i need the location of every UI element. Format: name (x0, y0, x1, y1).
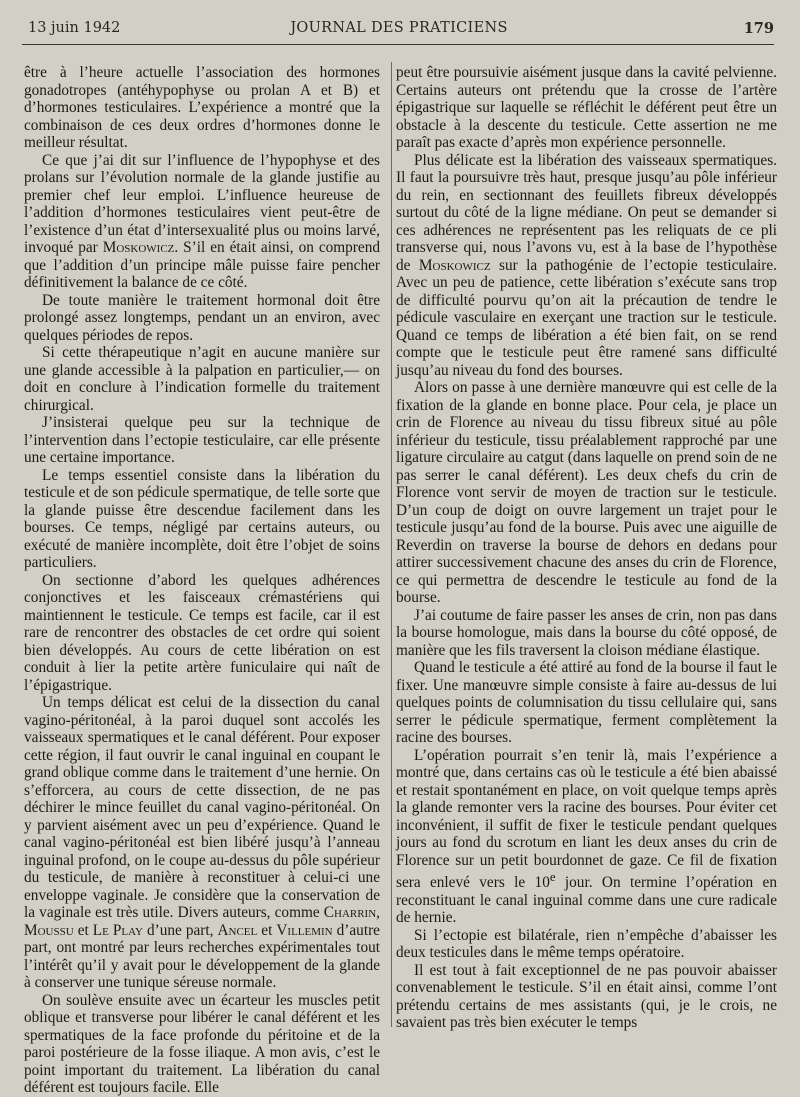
paragraph: Il est tout à fait exceptionnel de ne pas pouvoir abaisser convenablement le testicule. S’il en était ainsi, comme l’ont prétendu certains de mes assistants (qui, je le crois, ne savaient pas très bien exécuter le temps (396, 961, 777, 1032)
paragraph: L’opération pourrait s’en tenir là, mais l’expérience a montré que, dans certains cas où le testicule a été bien abaissé et restait spontanément en place, on voit quelque temps après la glande remonter vers la racine des bourses. Pour éviter cet inconvénient, il suffit de fixer le testicule pendant quelques jours au fond du scrotum en liant les deux anses du crin de Florence sur un petit bourdonnet de gaze. Ce fil de fixation sera enlevé vers le 10e jour. On termine l’opération en reconstituant le canal inguinal comme dans une cure radicale de hernie. (396, 746, 777, 927)
author-name: Le Play (92, 921, 143, 939)
page-number: 179 (743, 20, 774, 37)
issue-date: 13 juin 1942 (28, 20, 121, 36)
paragraph: Plus délicate est la libération des vaisseaux spermatiques. Il faut la poursuivre très haut, presque jusqu’au pôle inférieur du rein, en sectionnant des feuillets fibreux développés surtout du côté de la ligne médiane. On peut se demander si ces adhérences ne représentent pas les reliquats de ce pli transverse qui, nous l’avons vu, est à la base de l’hypothèse de Moskowicz sur la pathogénie de l’ectopie testiculaire. Avec un peu de patience, cette libération s’exécute sans trop de difficulté pourvu qu’on ait la précaution de tendre le pédicule vasculaire en exerçant une traction sur le testicule. Quand ce temps de libération a été bien fait, on se rend compte que le testicule peut être ramené sans difficulté jusqu’au niveau du fond des bourses. (396, 151, 778, 379)
header-rule (22, 44, 774, 45)
paragraph: J’insisterai quelque peu sur la technique de l’intervention dans l’ectopie testiculaire, car elle présente une certaine importance. (24, 414, 380, 466)
right-column (396, 64, 777, 1032)
author-name: Charrin (323, 904, 377, 921)
left-column (24, 64, 380, 1097)
paragraph: J’ai coutume de faire passer les anses de crin, non pas dans la bourse homologue, mais dans la bourse du côté opposé, de manière que les fils traversent la cloison médiane élastique. (396, 606, 777, 659)
paragraph: Si l’ectopie est bilatérale, rien n’empêche d’abaisser les deux testicules dans le même temps opératoire. (396, 926, 777, 962)
paragraph: Alors on passe à une dernière manœuvre qui est celle de la fixation de la glande en bonne place. Pour cela, je place un crin de Florence au niveau du tissu fibreux situé au pôle inférieur du testicule, tissu préalablement rapproché par une ligature circulaire au catgut (dans laquelle on prend soin de ne pas serrer le canal déférent). Les deux chefs du crin de Florence vont servir de moyen de traction sur le testicule. D’un coup de doigt on ouvre largement un trajet pour le testicule jusqu’au fond de la bourse. Puis avec une aiguille de Reverdin on traverse la bourse de dehors en dedans pour attirer successivement chacune des anses du crin de Florence, ce qui permettra de descendre le testicule au fond de la bourse. (396, 379, 777, 606)
paragraph: Si cette thérapeutique n’agit en aucune manière sur une glande accessible à la palpation en particulier,— on doit en conclure à l’indication formelle du traitement chirurgical. (24, 344, 380, 414)
author-name: Moussu (24, 921, 74, 939)
paragraph: peut être poursuivie aisément jusque dans la cavité pelvienne. Certains auteurs ont prétendu que la crosse de l’artère épigastrique sur laquelle se réfléchit le déférent peut être un obstacle à la descente du testicule. Cette assertion ne me paraît pas exacte d’après mon expérience personnelle. (396, 64, 777, 151)
paragraph: Un temps délicat est celui de la dissection du canal vagino-péritonéal, à la paroi duquel sont accolés les vaisseaux spermatiques et le canal déférent. Pour exposer cette région, il faut ouvrir le canal inguinal en coupant le grand oblique comme dans le traitement d’une hernie. On s’efforcera, au cours de cette dissection, de ne pas déchirer le mince feuillet du canal vagino-péritonéal. On y parvient aisément avec un peu d’expérience. Quand le canal vagino-péritonéal est bien libéré jusqu’à l’anneau inguinal profond, on le coupe au-dessus du pôle supérieur du testicule, de manière à reconstituer à celui-ci une enveloppe vaginale. Je considère que la conservation de la vaginale est très utile. Divers auteurs, comme Charrin, Moussu et Le Play d’une part, Ancel et Villemin d’autre part, ont montré par leurs recherches expérimentales tout l’intérêt qu’il y avait pour le développement de la glande à conserver une tunique séreuse normale. (24, 694, 380, 991)
paragraph: Le temps essentiel consiste dans la libération du testicule et de son pédicule spermatique, de telle sorte que la glande puisse être descendue facilement dans les bourses. Ce temps, négligé par certains auteurs, ou exécuté de manière incomplète, doit être l’objet de soins particuliers. (24, 466, 380, 571)
author-name: Moskowicz (418, 256, 491, 274)
paragraph: Ce que j’ai dit sur l’influence de l’hypophyse et des prolans sur l’évolution normale de la glande justifie au premier chef leur emploi. L’influence heureuse de l’addition d’hormones testiculaires vient peut-être de l’existence d’un état d’intersexualité plus ou moins larvé, invoqué par Moskowicz. S’il en était ainsi, on comprend que l’addition d’un principe mâle puisse faire pencher définitivement la balance de ce côté. (24, 151, 380, 291)
author-name: Ancel (217, 921, 258, 939)
journal-title: JOURNAL DES PRATICIENS (290, 20, 508, 36)
column-divider (391, 62, 392, 1027)
paragraph: Quand le testicule a été attiré au fond de la bourse il faut le fixer. Une manœuvre simple consiste à faire au-dessus de lui quelques points de columnisation du tissu cellulaire qui, sans serrer le pédicule spermatique, ferment complètement la racine des bourses. (396, 659, 777, 746)
paragraph: De toute manière le traitement hormonal doit être prolongé assez longtemps, pendant un an environ, avec quelques périodes de repos. (24, 291, 380, 344)
author-name: Villemin (276, 921, 333, 939)
running-header (24, 20, 774, 42)
author-name: Moskowicz (102, 239, 175, 256)
superscript: e (549, 870, 556, 884)
paragraph: On sectionne d’abord les quelques adhérences conjonctives et les faisceaux crémastériens qui maintiennent le testicule. Ce temps est facile, car il est rare de rencontrer des obstacles de cet ordre qui soient bien développés. Au cours de cette libération on est conduit à lier la petite artère funiculaire qui naît de l’épigastrique. (24, 571, 380, 694)
paragraph: On soulève ensuite avec un écarteur les muscles petit oblique et transverse pour libérer le canal déférent et les spermatiques de la face profonde du péritoine et de la paroi postérieure de la fosse iliaque. A mon avis, c’est le point important du traitement. La libération du canal déférent est toujours facile. Elle (24, 991, 380, 1096)
paragraph: être à l’heure actuelle l’association des hormones gonadotropes (antéhypophyse ou prolan A et B) et d’hormones testiculaires. L’expérience a montré que la combinaison de ces deux ordres d’hormones donne le meilleur résultat. (24, 64, 380, 151)
